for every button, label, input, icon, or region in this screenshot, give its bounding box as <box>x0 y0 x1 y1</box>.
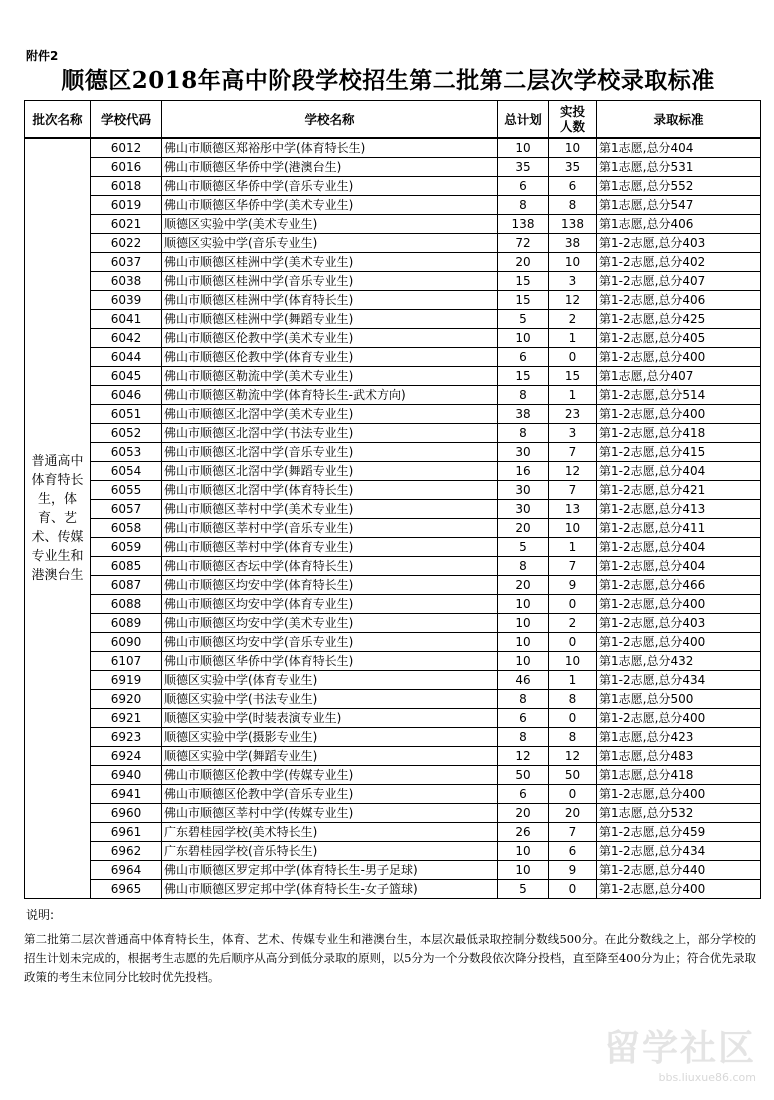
school-name-cell: 佛山市顺德区伦教中学(传媒专业生) <box>162 766 498 785</box>
school-code-cell: 6089 <box>91 614 162 633</box>
school-name-cell: 佛山市顺德区莘村中学(传媒专业生) <box>162 804 498 823</box>
total-plan-cell: 38 <box>498 405 549 424</box>
col-header-plan: 总计划 <box>498 101 549 139</box>
table-row <box>25 215 761 234</box>
total-plan-cell: 8 <box>498 196 549 215</box>
school-name-cell: 顺德区实验中学(体育专业生) <box>162 671 498 690</box>
school-code-cell: 6038 <box>91 272 162 291</box>
school-code-cell: 6046 <box>91 386 162 405</box>
admission-standard-cell: 第1-2志愿,总分403 <box>597 234 761 253</box>
admission-standard-cell: 第1-2志愿,总分400 <box>597 785 761 804</box>
school-code-cell: 6941 <box>91 785 162 804</box>
actual-count-cell: 6 <box>549 842 597 861</box>
school-code-cell: 6087 <box>91 576 162 595</box>
school-code-cell: 6960 <box>91 804 162 823</box>
actual-count-cell: 10 <box>549 138 597 158</box>
school-code-cell: 6057 <box>91 500 162 519</box>
admission-standard-cell: 第1-2志愿,总分400 <box>597 709 761 728</box>
table-row <box>25 253 761 272</box>
total-plan-cell: 10 <box>498 329 549 348</box>
actual-count-cell: 9 <box>549 576 597 595</box>
table-row <box>25 386 761 405</box>
school-name-cell: 顺德区实验中学(摄影专业生) <box>162 728 498 747</box>
school-name-cell: 广东碧桂园学校(美术特长生) <box>162 823 498 842</box>
total-plan-cell: 6 <box>498 348 549 367</box>
total-plan-cell: 10 <box>498 633 549 652</box>
col-header-standard: 录取标准 <box>597 101 761 139</box>
attachment-label: 附件2 <box>26 49 59 63</box>
school-code-cell: 6962 <box>91 842 162 861</box>
admission-standard-cell: 第1-2志愿,总分411 <box>597 519 761 538</box>
admission-standard-cell: 第1志愿,总分407 <box>597 367 761 386</box>
school-name-cell: 佛山市顺德区均安中学(音乐专业生) <box>162 633 498 652</box>
actual-count-cell: 10 <box>549 519 597 538</box>
table-row <box>25 823 761 842</box>
admission-standard-cell: 第1-2志愿,总分400 <box>597 595 761 614</box>
actual-count-cell: 2 <box>549 310 597 329</box>
table-row <box>25 234 761 253</box>
total-plan-cell: 15 <box>498 272 549 291</box>
total-plan-cell: 6 <box>498 785 549 804</box>
school-name-cell: 佛山市顺德区北滘中学(舞蹈专业生) <box>162 462 498 481</box>
school-name-cell: 佛山市顺德区罗定邦中学(体育特长生-女子篮球) <box>162 880 498 899</box>
admission-standard-cell: 第1志愿,总分500 <box>597 690 761 709</box>
school-name-cell: 佛山市顺德区北滘中学(书法专业生) <box>162 424 498 443</box>
actual-count-cell: 1 <box>549 538 597 557</box>
admission-standard-cell: 第1-2志愿,总分413 <box>597 500 761 519</box>
total-plan-cell: 10 <box>498 138 549 158</box>
table-row <box>25 557 761 576</box>
col-header-name: 学校名称 <box>162 101 498 139</box>
actual-count-cell: 3 <box>549 272 597 291</box>
col-header-batch: 批次名称 <box>25 101 91 139</box>
admission-standard-cell: 第1志愿,总分531 <box>597 158 761 177</box>
col-header-actual: 实投人数 <box>549 101 597 139</box>
watermark <box>604 1020 756 1084</box>
total-plan-cell: 8 <box>498 557 549 576</box>
actual-count-cell: 0 <box>549 880 597 899</box>
total-plan-cell: 15 <box>498 291 549 310</box>
actual-count-cell: 7 <box>549 481 597 500</box>
school-code-cell: 6961 <box>91 823 162 842</box>
school-name-cell: 顺德区实验中学(时装表演专业生) <box>162 709 498 728</box>
school-name-cell: 佛山市顺德区华侨中学(音乐专业生) <box>162 177 498 196</box>
actual-count-cell: 1 <box>549 329 597 348</box>
school-code-cell: 6053 <box>91 443 162 462</box>
school-name-cell: 佛山市顺德区华侨中学(美术专业生) <box>162 196 498 215</box>
table-row <box>25 766 761 785</box>
total-plan-cell: 35 <box>498 158 549 177</box>
total-plan-cell: 10 <box>498 595 549 614</box>
school-name-cell: 佛山市顺德区罗定邦中学(体育特长生-男子足球) <box>162 861 498 880</box>
school-code-cell: 6058 <box>91 519 162 538</box>
admission-standard-cell: 第1-2志愿,总分400 <box>597 348 761 367</box>
actual-count-cell: 0 <box>549 348 597 367</box>
school-name-cell: 佛山市顺德区均安中学(体育专业生) <box>162 595 498 614</box>
actual-count-cell: 10 <box>549 253 597 272</box>
school-code-cell: 6920 <box>91 690 162 709</box>
total-plan-cell: 20 <box>498 576 549 595</box>
school-name-cell: 佛山市顺德区桂洲中学(舞蹈专业生) <box>162 310 498 329</box>
page-title: 顺德区2018年高中阶段学校招生第二批第二层次学校录取标准 <box>61 67 715 94</box>
batch-name-cell: 普通高中体育特长生，体育、艺术、传媒专业生和港澳台生 <box>25 138 91 899</box>
admission-standard-cell: 第1-2志愿,总分407 <box>597 272 761 291</box>
admission-standard-cell: 第1-2志愿,总分402 <box>597 253 761 272</box>
school-name-cell: 佛山市顺德区莘村中学(音乐专业生) <box>162 519 498 538</box>
admission-standard-cell: 第1-2志愿,总分421 <box>597 481 761 500</box>
school-name-cell: 佛山市顺德区华侨中学(港澳台生) <box>162 158 498 177</box>
total-plan-cell: 12 <box>498 747 549 766</box>
school-code-cell: 6018 <box>91 177 162 196</box>
school-name-cell: 佛山市顺德区北滘中学(美术专业生) <box>162 405 498 424</box>
school-name-cell: 顺德区实验中学(舞蹈专业生) <box>162 747 498 766</box>
school-code-cell: 6041 <box>91 310 162 329</box>
total-plan-cell: 16 <box>498 462 549 481</box>
table-row <box>25 481 761 500</box>
actual-count-cell: 0 <box>549 785 597 804</box>
admission-standard-cell: 第1志愿,总分406 <box>597 215 761 234</box>
school-name-cell: 佛山市顺德区均安中学(美术专业生) <box>162 614 498 633</box>
total-plan-cell: 5 <box>498 880 549 899</box>
actual-count-cell: 15 <box>549 367 597 386</box>
table-row <box>25 804 761 823</box>
admission-standard-cell: 第1-2志愿,总分415 <box>597 443 761 462</box>
school-code-cell: 6039 <box>91 291 162 310</box>
total-plan-cell: 10 <box>498 652 549 671</box>
table-row <box>25 785 761 804</box>
total-plan-cell: 30 <box>498 481 549 500</box>
total-plan-cell: 8 <box>498 424 549 443</box>
admission-standard-cell: 第1志愿,总分404 <box>597 138 761 158</box>
admission-standard-cell: 第1志愿,总分532 <box>597 804 761 823</box>
actual-count-cell: 13 <box>549 500 597 519</box>
note-text: 第二批第二层次普通高中体育特长生，体育、艺术、传媒专业生和港澳台生，本层次最低录取控制分数线500分。在此分数线之上，部分学校的招生计划未完成的，根据考生志愿的先后顺序从高分到低分录取的原则，以5分为一个分数段依次降分投档，直至降至400分为止；符合优先录取政策的考生末位同分比较时优先投档。 <box>24 932 756 984</box>
table-row <box>25 424 761 443</box>
table-row <box>25 500 761 519</box>
school-code-cell: 6107 <box>91 652 162 671</box>
school-code-cell: 6085 <box>91 557 162 576</box>
school-code-cell: 6923 <box>91 728 162 747</box>
table-row <box>25 196 761 215</box>
table-row <box>25 652 761 671</box>
total-plan-cell: 20 <box>498 804 549 823</box>
total-plan-cell: 6 <box>498 177 549 196</box>
admission-standard-cell: 第1-2志愿,总分400 <box>597 405 761 424</box>
actual-count-cell: 50 <box>549 766 597 785</box>
school-code-cell: 6054 <box>91 462 162 481</box>
note-label: 说明: <box>26 908 55 922</box>
table-row <box>25 690 761 709</box>
table-row <box>25 291 761 310</box>
table-header-row <box>25 101 761 139</box>
table-row <box>25 633 761 652</box>
school-name-cell: 佛山市顺德区杏坛中学(体育特长生) <box>162 557 498 576</box>
school-name-cell: 佛山市顺德区北滘中学(音乐专业生) <box>162 443 498 462</box>
table-row <box>25 671 761 690</box>
table-row <box>25 709 761 728</box>
actual-count-cell: 2 <box>549 614 597 633</box>
total-plan-cell: 15 <box>498 367 549 386</box>
actual-count-cell: 8 <box>549 690 597 709</box>
admission-standard-cell: 第1志愿,总分418 <box>597 766 761 785</box>
admission-standard-cell: 第1-2志愿,总分425 <box>597 310 761 329</box>
table-row <box>25 158 761 177</box>
watermark-main: 留学社区 <box>603 1028 756 1069</box>
actual-count-cell: 12 <box>549 747 597 766</box>
school-code-cell: 6055 <box>91 481 162 500</box>
table-row <box>25 177 761 196</box>
table-row <box>25 880 761 899</box>
table-row <box>25 538 761 557</box>
school-code-cell: 6088 <box>91 595 162 614</box>
school-name-cell: 佛山市顺德区伦教中学(体育专业生) <box>162 348 498 367</box>
total-plan-cell: 10 <box>498 842 549 861</box>
admission-standard-cell: 第1-2志愿,总分514 <box>597 386 761 405</box>
school-name-cell: 佛山市顺德区勒流中学(美术专业生) <box>162 367 498 386</box>
actual-count-cell: 1 <box>549 386 597 405</box>
table-row <box>25 348 761 367</box>
school-code-cell: 6924 <box>91 747 162 766</box>
admission-standard-cell: 第1-2志愿,总分418 <box>597 424 761 443</box>
school-code-cell: 6940 <box>91 766 162 785</box>
admission-standard-cell: 第1-2志愿,总分400 <box>597 880 761 899</box>
school-code-cell: 6016 <box>91 158 162 177</box>
col-header-code: 学校代码 <box>91 101 162 139</box>
school-code-cell: 6012 <box>91 138 162 158</box>
actual-count-cell: 0 <box>549 709 597 728</box>
actual-count-cell: 35 <box>549 158 597 177</box>
school-name-cell: 广东碧桂园学校(音乐特长生) <box>162 842 498 861</box>
school-name-cell: 佛山市顺德区华侨中学(体育特长生) <box>162 652 498 671</box>
school-code-cell: 6090 <box>91 633 162 652</box>
school-code-cell: 6022 <box>91 234 162 253</box>
table-row <box>25 310 761 329</box>
watermark-sub: bbs.liuxue86.com <box>658 1071 756 1084</box>
school-name-cell: 顺德区实验中学(音乐专业生) <box>162 234 498 253</box>
admission-standard-cell: 第1-2志愿,总分434 <box>597 671 761 690</box>
school-code-cell: 6921 <box>91 709 162 728</box>
actual-count-cell: 20 <box>549 804 597 823</box>
school-code-cell: 6045 <box>91 367 162 386</box>
table-row <box>25 576 761 595</box>
actual-count-cell: 0 <box>549 633 597 652</box>
total-plan-cell: 50 <box>498 766 549 785</box>
actual-count-cell: 138 <box>549 215 597 234</box>
table-row <box>25 462 761 481</box>
table-row <box>25 728 761 747</box>
school-code-cell: 6965 <box>91 880 162 899</box>
actual-count-cell: 12 <box>549 291 597 310</box>
admission-standard-cell: 第1志愿,总分547 <box>597 196 761 215</box>
admission-standard-cell: 第1-2志愿,总分440 <box>597 861 761 880</box>
school-code-cell: 6059 <box>91 538 162 557</box>
school-code-cell: 6919 <box>91 671 162 690</box>
total-plan-cell: 30 <box>498 500 549 519</box>
school-name-cell: 佛山市顺德区郑裕彤中学(体育特长生) <box>162 138 498 158</box>
admission-standard-cell: 第1-2志愿,总分405 <box>597 329 761 348</box>
actual-count-cell: 8 <box>549 196 597 215</box>
school-code-cell: 6052 <box>91 424 162 443</box>
table-row <box>25 367 761 386</box>
total-plan-cell: 30 <box>498 443 549 462</box>
admission-standard-cell: 第1-2志愿,总分404 <box>597 557 761 576</box>
actual-count-cell: 6 <box>549 177 597 196</box>
actual-count-cell: 0 <box>549 595 597 614</box>
actual-count-cell: 9 <box>549 861 597 880</box>
total-plan-cell: 8 <box>498 728 549 747</box>
total-plan-cell: 46 <box>498 671 549 690</box>
admission-standard-cell: 第1志愿,总分483 <box>597 747 761 766</box>
school-name-cell: 佛山市顺德区桂洲中学(美术专业生) <box>162 253 498 272</box>
table-row <box>25 138 761 158</box>
total-plan-cell: 138 <box>498 215 549 234</box>
total-plan-cell: 8 <box>498 690 549 709</box>
total-plan-cell: 26 <box>498 823 549 842</box>
school-name-cell: 佛山市顺德区伦教中学(音乐专业生) <box>162 785 498 804</box>
table-row <box>25 595 761 614</box>
school-code-cell: 6021 <box>91 215 162 234</box>
admission-standard-cell: 第1-2志愿,总分434 <box>597 842 761 861</box>
total-plan-cell: 20 <box>498 253 549 272</box>
total-plan-cell: 72 <box>498 234 549 253</box>
admission-standard-cell: 第1-2志愿,总分404 <box>597 538 761 557</box>
school-code-cell: 6964 <box>91 861 162 880</box>
school-name-cell: 顺德区实验中学(书法专业生) <box>162 690 498 709</box>
school-name-cell: 佛山市顺德区桂洲中学(音乐专业生) <box>162 272 498 291</box>
total-plan-cell: 10 <box>498 614 549 633</box>
table-row <box>25 861 761 880</box>
table-row <box>25 614 761 633</box>
table-row <box>25 842 761 861</box>
admission-standard-cell: 第1志愿,总分423 <box>597 728 761 747</box>
actual-count-cell: 8 <box>549 728 597 747</box>
admission-standard-cell: 第1-2志愿,总分406 <box>597 291 761 310</box>
admission-standard-cell: 第1-2志愿,总分403 <box>597 614 761 633</box>
school-code-cell: 6051 <box>91 405 162 424</box>
total-plan-cell: 20 <box>498 519 549 538</box>
total-plan-cell: 5 <box>498 538 549 557</box>
admission-standard-cell: 第1-2志愿,总分466 <box>597 576 761 595</box>
school-name-cell: 佛山市顺德区伦教中学(美术专业生) <box>162 329 498 348</box>
total-plan-cell: 5 <box>498 310 549 329</box>
admission-standard-cell: 第1-2志愿,总分404 <box>597 462 761 481</box>
school-name-cell: 佛山市顺德区莘村中学(美术专业生) <box>162 500 498 519</box>
actual-count-cell: 10 <box>549 652 597 671</box>
table-row <box>25 329 761 348</box>
school-name-cell: 佛山市顺德区北滘中学(体育特长生) <box>162 481 498 500</box>
table-row <box>25 272 761 291</box>
table-row <box>25 443 761 462</box>
school-name-cell: 佛山市顺德区桂洲中学(体育特长生) <box>162 291 498 310</box>
admission-standard-cell: 第1志愿,总分552 <box>597 177 761 196</box>
school-name-cell: 顺德区实验中学(美术专业生) <box>162 215 498 234</box>
table-row <box>25 519 761 538</box>
school-code-cell: 6019 <box>91 196 162 215</box>
actual-count-cell: 7 <box>549 557 597 576</box>
school-code-cell: 6037 <box>91 253 162 272</box>
actual-count-cell: 23 <box>549 405 597 424</box>
school-code-cell: 6044 <box>91 348 162 367</box>
school-name-cell: 佛山市顺德区莘村中学(体育专业生) <box>162 538 498 557</box>
total-plan-cell: 6 <box>498 709 549 728</box>
table-row <box>25 405 761 424</box>
admission-standard-cell: 第1-2志愿,总分459 <box>597 823 761 842</box>
actual-count-cell: 1 <box>549 671 597 690</box>
actual-count-cell: 38 <box>549 234 597 253</box>
school-code-cell: 6042 <box>91 329 162 348</box>
actual-count-cell: 3 <box>549 424 597 443</box>
admission-standard-cell: 第1志愿,总分432 <box>597 652 761 671</box>
school-name-cell: 佛山市顺德区勒流中学(体育特长生-武术方向) <box>162 386 498 405</box>
actual-count-cell: 7 <box>549 443 597 462</box>
total-plan-cell: 10 <box>498 861 549 880</box>
school-name-cell: 佛山市顺德区均安中学(体育特长生) <box>162 576 498 595</box>
admission-standard-cell: 第1-2志愿,总分400 <box>597 633 761 652</box>
admission-table <box>24 100 761 899</box>
total-plan-cell: 8 <box>498 386 549 405</box>
table-body <box>25 138 761 899</box>
actual-count-cell: 7 <box>549 823 597 842</box>
table-row <box>25 747 761 766</box>
actual-count-cell: 12 <box>549 462 597 481</box>
